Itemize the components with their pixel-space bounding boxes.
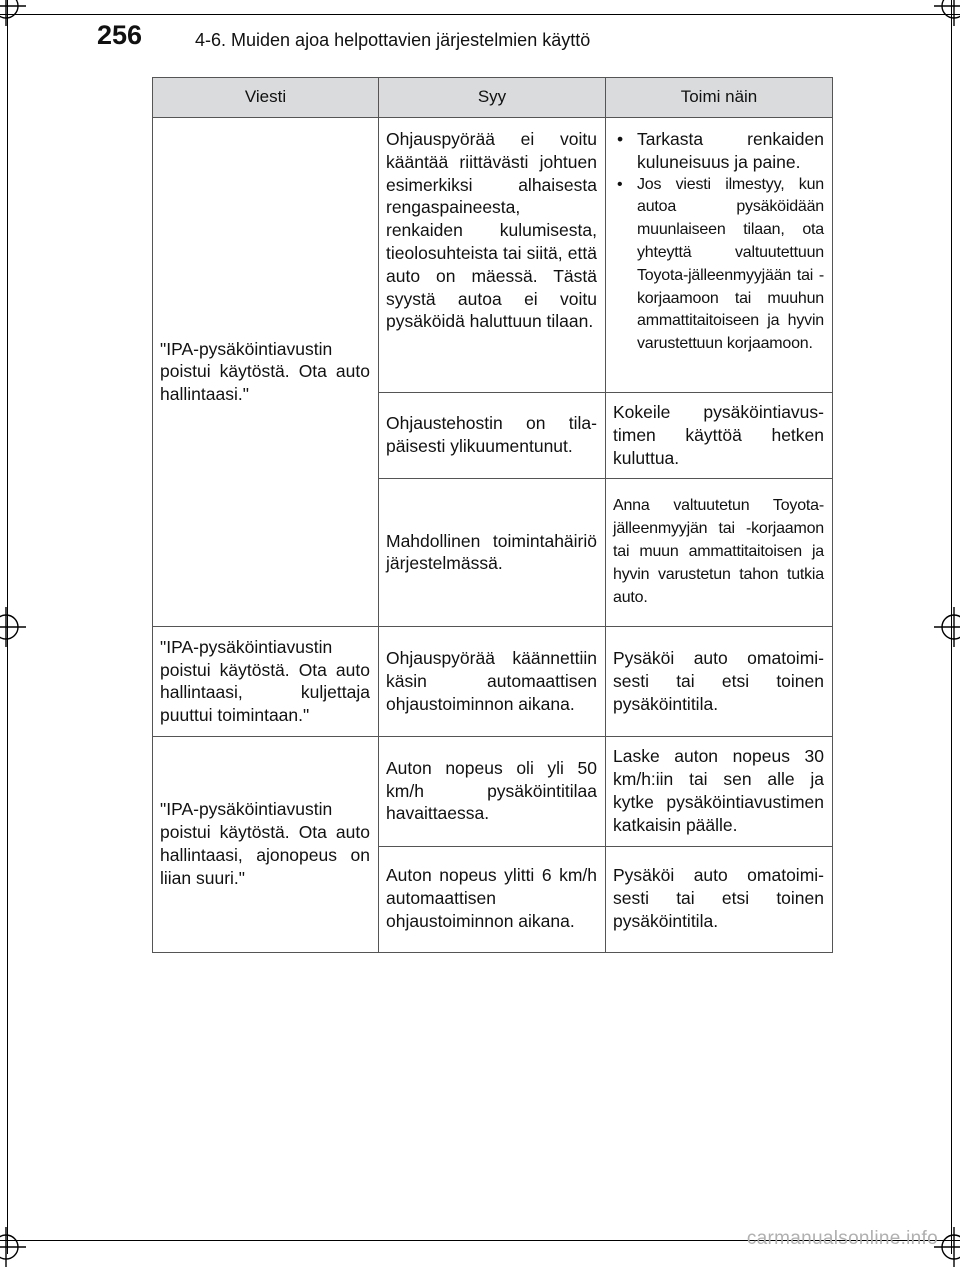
crop-mark-bottom-left <box>0 1227 26 1267</box>
table-row <box>153 737 833 846</box>
crop-mark-middle-right <box>934 607 960 647</box>
cause-cell: Auton nopeus oli yli 50 km/h pysäköintitilaa havaittaessa. <box>379 737 606 846</box>
table-header-row <box>153 78 833 118</box>
trim-line-right <box>951 0 952 1254</box>
list-item: • Jos viesti ilmestyy, kun autoa pysäköidään muunlaiseen tilaan, ota yhteyttä valtuutettuun Toyota-jälleenmyyjään tai -korjaamoon tai muuhun ammattitaitoiseen ja hyvin varustettuun korjaamoon. <box>613 174 824 356</box>
section-title: 4-6. Muiden ajoa helpottavien järjestelmien käyttö <box>195 30 591 50</box>
cause-cell: Auton nopeus ylitti 6 km/h automaattisen ohjaustoiminnon aikana. <box>379 846 606 952</box>
action-cell: Pysäköi auto omatoimisesti tai etsi toinen pysäköintitila. <box>606 846 833 952</box>
trim-line-left <box>7 0 8 1254</box>
message-cell: "IPA-pysäköintiavustin poistui käytöstä. Ota auto hallintaasi, kuljettaja puuttui toimintaan." <box>153 627 379 737</box>
action-cell: Kokeile pysäköintiavustimen käyttöä hetken kuluttua. <box>606 393 833 479</box>
message-cell: "IPA-pysäköintiavustin poistui käytöstä. Ota auto hallintaasi." <box>153 118 379 627</box>
message-cell: "IPA-pysäköintiavustin poistui käytöstä. Ota auto hallintaasi, ajonopeus on liian suuri." <box>153 737 379 952</box>
cause-cell: Ohjauspyörää ei voitu kääntää riittävästi johtuen esimerkiksi alhaisesta rengaspaineesta, renkaiden kulumisesta, tieolosuhteista tai siitä, että auto on mäessä. Tästä syystä autoa ei voitu pysäköidä haluttuun tilaan. <box>379 118 606 393</box>
page-number: 256 <box>97 20 143 50</box>
trim-line-top <box>0 14 960 15</box>
action-cell: Anna valtuutetun Toyota-jälleenmyyjän tai -korjaamon tai muun ammattitaitoisen ja hyvin varustetun tahon tutkia auto. <box>606 479 833 627</box>
column-header-cause: Syy <box>379 78 606 118</box>
column-header-action: Toimi näin <box>606 78 833 118</box>
message-table <box>152 77 833 953</box>
cause-cell: Mahdollinen toimintahäiriö järjestelmässä. <box>379 479 606 627</box>
crop-mark-top-left <box>0 0 26 26</box>
crop-mark-middle-left <box>0 607 26 647</box>
action-bullet-list <box>613 128 824 356</box>
crop-mark-top-right <box>934 0 960 26</box>
table-row <box>153 627 833 737</box>
list-item: • Tarkasta renkaiden kuluneisuus ja paine. <box>613 128 824 174</box>
cause-cell: Ohjaustehostin on tilapäisesti ylikuumentunut. <box>379 393 606 479</box>
column-header-message: Viesti <box>153 78 379 118</box>
action-cell <box>606 118 833 393</box>
action-cell: Laske auton nopeus 30 km/h:iin tai sen alle ja kytke pysäköintiavustimen katkaisin päälle. <box>606 737 833 846</box>
action-cell: Pysäköi auto omatoimisesti tai etsi toinen pysäköintitila. <box>606 627 833 737</box>
watermark: carmanualsonline.info <box>746 1228 938 1249</box>
cause-cell: Ohjauspyörää käännettiin käsin automaattisen ohjaustoiminnon aikana. <box>379 627 606 737</box>
table-row <box>153 118 833 393</box>
